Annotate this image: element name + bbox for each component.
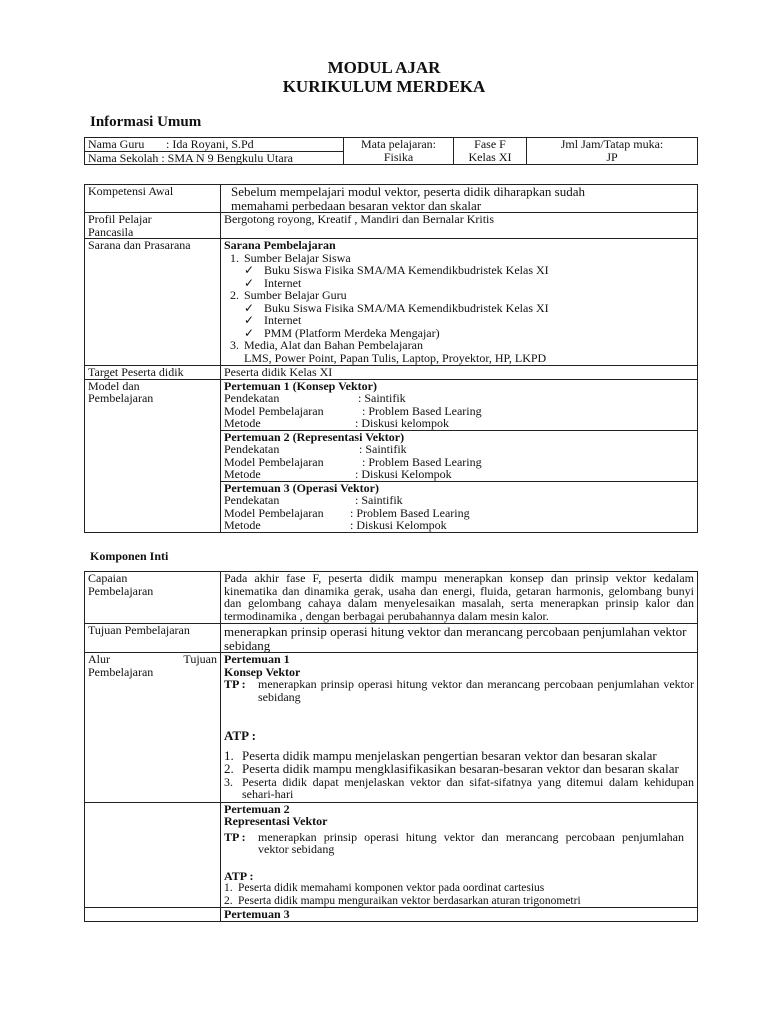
tp-label: Tujuan Pembelajaran xyxy=(85,624,221,653)
pendekatan-label: Pendekatan xyxy=(224,391,280,405)
list-text: Peserta didik memahami komponen vektor pada oordinat cartesius xyxy=(238,882,545,894)
check-icon: ✓ xyxy=(244,300,255,315)
pertemuan-subtitle: Representasi Vektor xyxy=(224,814,328,828)
check-icon: ✓ xyxy=(244,325,255,340)
list-number: 1. xyxy=(224,882,233,894)
tp-text: menerapkan prinsip operasi hitung vektor dan merancang percobaan penjumlahan vektor sebidang xyxy=(258,829,684,856)
inti-table xyxy=(84,571,698,922)
atp-label-1b: Tujuan xyxy=(183,652,217,666)
nama-guru-label: Nama Guru xyxy=(88,137,145,151)
list-text: Internet xyxy=(264,275,302,290)
pertemuan-title: Pertemuan 2 xyxy=(224,801,290,816)
list-text: Internet xyxy=(264,313,302,327)
list-number: 3. xyxy=(224,774,233,789)
kompetensi-value xyxy=(221,185,698,213)
pertemuan-subtitle: Konsep Vektor xyxy=(224,664,301,679)
media xyxy=(224,339,694,352)
target-label: Target Peserta didik xyxy=(85,366,221,380)
pendekatan-value: : Saintifik xyxy=(359,442,407,456)
kompetensi-label: Kompetensi Awal xyxy=(85,185,221,213)
general-table xyxy=(84,184,698,533)
tp-label-inline: TP : xyxy=(224,829,246,844)
fase-label: Fase F xyxy=(474,137,506,151)
section-komponen-inti: Komponen Inti xyxy=(90,549,169,563)
cp-value: Pada akhir fase F, peserta didik mampu menerapkan konsep dan prinsip vektor kedalam kinematika dan dinamika gerak, usaha dan energi, fluida, getaran harmonis, gelombang bunyi dan gelombang cahaya dalam menyelesaikan masalah, serta menerapkan prinsip kalor dan termodinamika , dengan berbagai perubahannya dalam mesin kalor. xyxy=(221,572,698,624)
atp-heading: ATP : xyxy=(224,868,254,883)
metode-label: Metode xyxy=(224,518,261,532)
list-number: 3. xyxy=(230,338,239,352)
pertemuan-3-block xyxy=(221,908,698,922)
target-value: Peserta didik Kelas XI xyxy=(221,366,698,380)
tp-value: menerapkan prinsip operasi hitung vektor dan merancang percobaan penjumlahan vektor sebidang xyxy=(221,624,698,653)
profil-label-2: Pancasila xyxy=(88,224,134,239)
fase-cell xyxy=(454,138,527,165)
metode-value: : Diskusi Kelompok xyxy=(355,467,452,481)
model-label xyxy=(85,379,221,532)
mapel-label: Mata pelajaran: xyxy=(361,137,436,151)
tp-label-inline: TP : xyxy=(224,677,246,691)
metode-label: Metode xyxy=(224,416,261,430)
atp-label-2: Pembelajaran xyxy=(88,664,154,679)
atp-item xyxy=(224,762,694,776)
nama-sekolah: Nama Sekolah : SMA N 9 Bengkulu Utara xyxy=(85,151,344,165)
list-number: 1. xyxy=(230,250,239,265)
model-pembelajaran-label: Model Pembelajaran xyxy=(224,505,324,520)
model-pembelajaran-value: : Problem Based Learing xyxy=(350,505,470,520)
model-pembelajaran-label: Model Pembelajaran xyxy=(224,403,324,418)
list-number: 2. xyxy=(224,894,233,907)
mapel-cell xyxy=(344,138,454,165)
tp-row xyxy=(224,828,694,856)
pertemuan-title: Pertemuan 1 xyxy=(224,652,290,666)
doc-title: MODUL AJAR xyxy=(327,58,441,77)
section-informasi-umum: Informasi Umum xyxy=(90,114,202,130)
list-text: Peserta didik mampu menguraikan vektor berdasarkan aturan trigonometri xyxy=(238,894,581,907)
pendekatan-value: : Saintifik xyxy=(355,493,403,507)
nama-guru-value: : Ida Royani, S.Pd xyxy=(166,137,254,151)
meeting-2 xyxy=(221,430,698,481)
list-text: Peserta didik dapat menjelaskan vektor dan sifat-sifatnya yang ditemui dalam kehidupan sehari-hari xyxy=(242,774,694,801)
meeting-1 xyxy=(221,379,698,430)
list-number: 2. xyxy=(230,288,239,302)
atp-item xyxy=(224,776,694,801)
info-table xyxy=(84,137,698,165)
model-pembelajaran-label: Model Pembelajaran xyxy=(224,454,324,469)
atp-label-empty xyxy=(85,802,221,908)
pendekatan-label: Pendekatan xyxy=(224,442,280,456)
check-icon: ✓ xyxy=(244,263,255,277)
cp-label xyxy=(85,572,221,624)
list-number: 1. xyxy=(224,747,234,763)
list-text: Sumber Belajar Guru xyxy=(244,288,347,302)
list-text: Sumber Belajar Siswa xyxy=(244,250,351,265)
metode-value: : Diskusi Kelompok xyxy=(350,518,447,532)
check-icon: ✓ xyxy=(244,275,255,290)
pendekatan-value: : Saintifik xyxy=(358,391,406,405)
atp-item xyxy=(224,882,694,895)
model-pembelajaran-value: : Problem Based Learing xyxy=(362,403,482,418)
atp-item xyxy=(224,749,694,763)
cp-label-1: Capaian xyxy=(88,571,128,585)
list-text: Peserta didik mampu mengklasifikasikan besaran-besaran vektor dan besaran skalar xyxy=(242,761,679,776)
doc-subtitle: KURIKULUM MERDEKA xyxy=(282,77,486,96)
atp-item xyxy=(224,895,694,908)
nama-guru-cell xyxy=(85,138,344,152)
meeting-3 xyxy=(221,481,698,532)
list-text: Buku Siswa Fisika SMA/MA Kemendikbudristek Kelas XI xyxy=(264,263,549,277)
jam-cell xyxy=(527,138,698,165)
atp-label xyxy=(85,653,221,803)
sarana-title: Sarana Pembelajaran xyxy=(224,238,336,252)
list-number: 2. xyxy=(224,761,234,776)
meeting-title: Pertemuan 1 (Konsep Vektor) xyxy=(224,378,377,393)
list-text: Media, Alat dan Bahan Pembelajaran xyxy=(244,338,423,352)
profil-label xyxy=(85,213,221,239)
pertemuan-title: Pertemuan 3 xyxy=(224,907,290,921)
mapel-value: Fisika xyxy=(383,149,414,164)
model-pembelajaran-value: : Problem Based Learing xyxy=(362,454,482,469)
check-icon: ✓ xyxy=(244,313,255,327)
tp-text: menerapkan prinsip operasi hitung vektor dan merancang percobaan penjumlahan vektor sebidang xyxy=(258,677,694,704)
meeting-title: Pertemuan 3 (Operasi Vektor) xyxy=(224,480,379,495)
cp-label-2: Pembelajaran xyxy=(88,583,154,598)
pendekatan-label: Pendekatan xyxy=(224,493,280,507)
metode-value: : Diskusi kelompok xyxy=(355,416,450,430)
kompetensi-line-1: Sebelum mempelajari modul vektor, peserta didik diharapkan sudah xyxy=(231,184,585,199)
profil-value: Bergotong royong, Kreatif , Mandiri dan Bernalar Kritis xyxy=(221,213,698,239)
jam-value: JP xyxy=(606,149,618,164)
atp-label-1: Alur xyxy=(88,652,110,666)
model-label-1: Model dan xyxy=(88,378,140,393)
tp-row xyxy=(224,678,694,703)
media-value: LMS, Power Point, Papan Tulis, Laptop, Proyektor, HP, LKPD xyxy=(244,350,547,365)
kompetensi-line-2: memahami perbedaan besaran vektor dan skalar xyxy=(231,197,482,213)
jam-label: Jml Jam/Tatap muka: xyxy=(560,137,664,151)
model-label-2: Pembelajaran xyxy=(88,391,154,405)
metode-label: Metode xyxy=(224,467,261,481)
list-text: Buku Siswa Fisika SMA/MA Kemendikbudristek Kelas XI xyxy=(264,300,549,315)
pertemuan-1-block xyxy=(221,653,698,803)
pertemuan-2-block xyxy=(221,802,698,908)
meeting-title: Pertemuan 2 (Representasi Vektor) xyxy=(224,429,405,444)
list-text: PMM (Platform Merdeka Mengajar) xyxy=(264,325,440,340)
atp-label-empty xyxy=(85,908,221,922)
sarana-value xyxy=(221,239,698,366)
profil-label-1: Profil Pelajar xyxy=(88,212,152,226)
sarana-label: Sarana dan Prasarana xyxy=(85,239,221,366)
list-text: Peserta didik mampu menjelaskan pengertian besaran vektor dan besaran skalar xyxy=(242,747,657,763)
atp-heading: ATP : xyxy=(224,728,256,743)
fase-value: Kelas XI xyxy=(468,149,512,164)
